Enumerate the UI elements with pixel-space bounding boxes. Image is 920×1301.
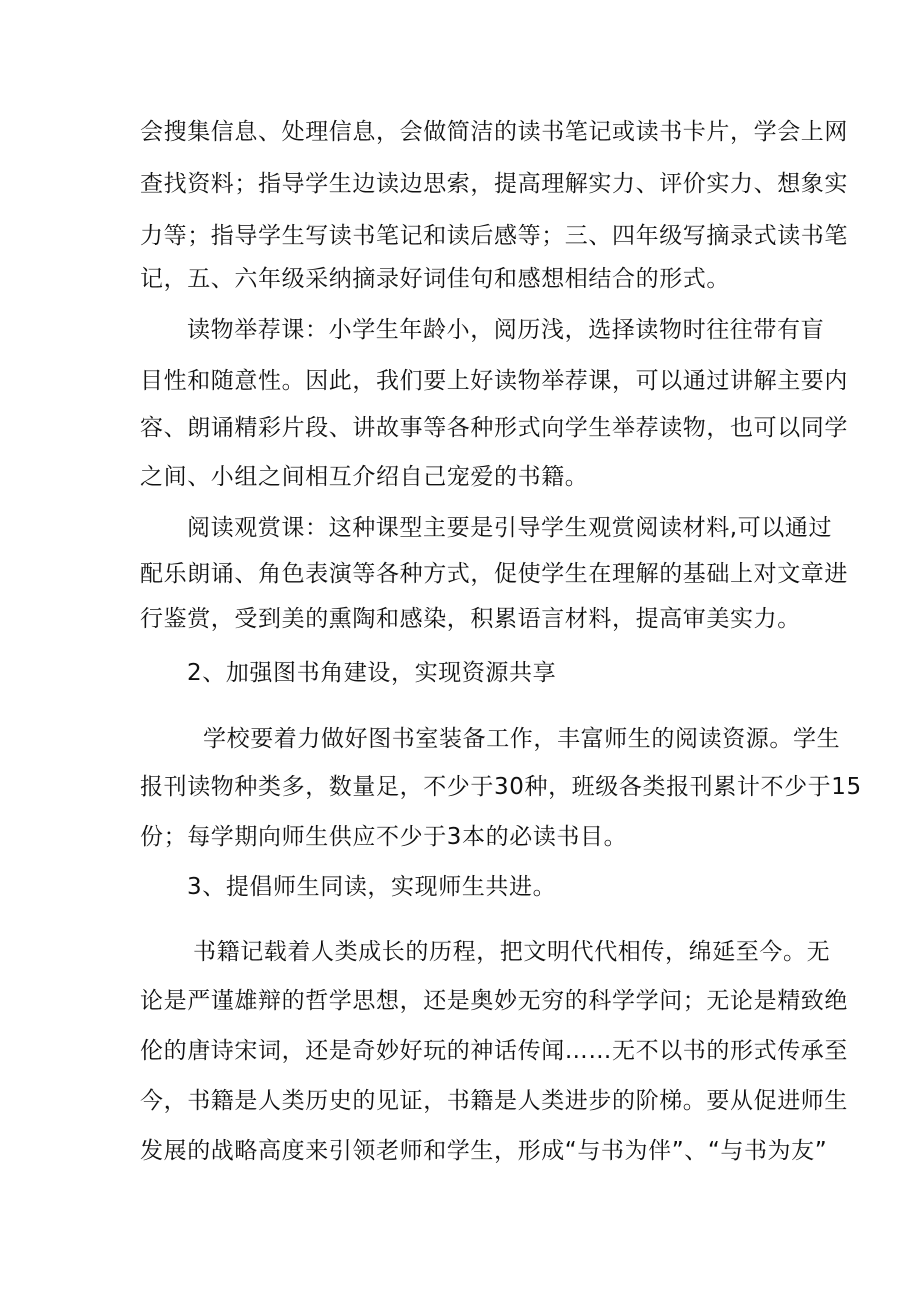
paragraph-line: 书籍记载着人类成长的历程，把文明代代相传，绵延至今。无 bbox=[193, 939, 831, 965]
paragraph-line: 会搜集信息、处理信息，会做简洁的读书笔记或读书卡片，学会上网 bbox=[140, 119, 848, 145]
paragraph-line: 查找资料；指导学生边读边思索，提高理解实力、评价实力、想象实 bbox=[140, 171, 848, 197]
paragraph-line: 容、朗诵精彩片段、讲故事等各种形式向学生举荐读物，也可以同学 bbox=[140, 415, 848, 441]
paragraph-line: 学校要着力做好图书室装备工作，丰富师生的阅读资源。学生 bbox=[203, 726, 841, 752]
paragraph-line: 报刊读物种类多，数量足，不少于30种，班级各类报刊累计不少于15 bbox=[140, 774, 862, 800]
section-heading: 2、加强图书角建设，实现资源共享 bbox=[187, 660, 557, 686]
paragraph-line: 记，五、六年级采纳摘录好词佳句和感想相结合的形式。 bbox=[140, 266, 730, 292]
paragraph-line: 目性和随意性。因此，我们要上好读物举荐课，可以通过讲解主要内 bbox=[140, 368, 848, 394]
paragraph-line: 之间、小组之间相互介绍自己宠爱的书籍。 bbox=[140, 464, 589, 490]
paragraph-line: 读物举荐课：小学生年龄小，阅历浅，选择读物时往往带有盲 bbox=[187, 317, 825, 343]
paragraph-line: 力等；指导学生写读书笔记和读后感等；三、四年级写摘录式读书笔 bbox=[140, 223, 848, 249]
paragraph-line: 发展的战略高度来引领老师和学生，形成“与书为伴”、“与书为友” bbox=[140, 1138, 828, 1164]
paragraph-line: 论是严谨雄辩的哲学思想，还是奥妙无穷的科学学问；无论是精致绝 bbox=[140, 988, 848, 1014]
paragraph-line: 伦的唐诗宋词，还是奇妙好玩的神话传闻……无不以书的形式传承至 bbox=[140, 1038, 848, 1064]
section-heading: 3、提倡师生同读，实现师生共进。 bbox=[187, 874, 557, 900]
paragraph-line: 阅读观赏课：这种课型主要是引导学生观赏阅读材料,可以通过 bbox=[187, 515, 833, 541]
paragraph-line: 份；每学期向师生供应不少于3本的必读书目。 bbox=[140, 824, 628, 850]
paragraph-line: 行鉴赏，受到美的熏陶和感染，积累语言材料，提高审美实力。 bbox=[140, 606, 801, 632]
paragraph-line: 今，书籍是人类历史的见证，书籍是人类进步的阶梯。要从促进师生 bbox=[140, 1088, 848, 1114]
paragraph-line: 配乐朗诵、角色表演等各种方式，促使学生在理解的基础上对文章进 bbox=[140, 561, 848, 587]
